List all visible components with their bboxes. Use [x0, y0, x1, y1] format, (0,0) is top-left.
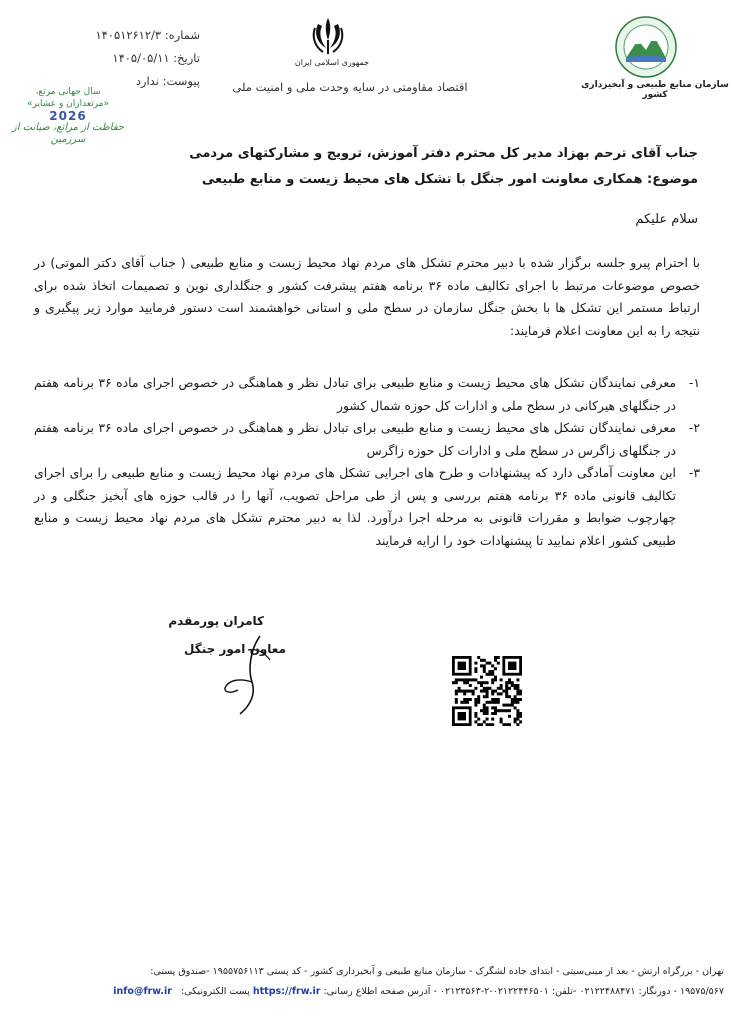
footer-email-label: پست الکترونیکی:: [181, 986, 250, 997]
letter-attachment-value: ندارد: [135, 74, 159, 88]
signer-name: کامران پورمقدم: [168, 614, 264, 628]
letter-number-value: ۱۴۰۵۱۲۶۱۲/۳: [95, 28, 162, 42]
header-slogan: اقتصاد مقاومتی در سایه وحدت ملی و امنیت ملی: [232, 80, 468, 94]
forest-organization-logo-icon: [600, 14, 692, 84]
footer-contact: [4, 986, 724, 997]
list-item-number: ۳-: [688, 465, 700, 480]
footer-address: تهران - بزرگراه ارتش - بعد از مینی‌سیتی - ابتدای جاده لشگرک - سازمان منابع طبیعی و آبخیزداری کشور - کد پستی ۱۹۵۵۷۵۶۱۱۳ -صندوق پستی:: [150, 966, 724, 977]
year-badge-number: 2026: [49, 109, 87, 123]
qr-code-icon: [452, 656, 522, 730]
international-year-badge: [8, 86, 128, 146]
list-item: [34, 462, 700, 552]
year-badge-script: حفاظت از مراتع، صیانت از سرزمین: [11, 122, 125, 145]
letter-number-row: [30, 24, 200, 47]
footer-contact-text: ۱۹۵۷۵/۵۶۷ - دورنگار: ۰۲۱۲۲۴۸۸۴۷۱ -تلفن: ۰۲۱۲۲۴۴۶۵۰۱-۲-۰۲۱۲۳۵۶۳ - آدرس صفحه اطلاع رسانی:: [323, 986, 724, 997]
letter-addressee: جناب آقای ترحم بهزاد مدیر کل محترم دفتر آموزش، ترویج و مشارکتهای مردمی: [189, 146, 698, 161]
letter-date-label: تاریخ:: [173, 51, 200, 65]
footer-website-link[interactable]: https://frw.ir: [252, 986, 321, 997]
list-item: [34, 372, 700, 417]
letter-date-value: ۱۴۰۵/۰۵/۱۱: [112, 51, 170, 65]
handwritten-signature-icon: [190, 630, 290, 724]
year-badge-line2: «مرتعداران و عشایر»: [26, 99, 109, 109]
list-item-number: ۲-: [688, 420, 700, 435]
letter-greeting: سلام علیکم: [635, 212, 698, 227]
list-item-text: معرفی نمایندگان تشکل های محیط زیست و منابع طبیعی برای تبادل نظر و هماهنگی در خصوص اجرای ماده ۳۶ برنامه هفتم در جنگلهای هیرکانی در سطح ملی و ادارات کل حوزه شمال کشور: [34, 375, 676, 413]
list-item: [34, 417, 700, 462]
letter-body-paragraph: با احترام پیرو جلسه برگزار شده با دبیر محترم تشکل های مردم نهاد محیط زیست و منابع طبیعی ( جناب آقای دکتر الموتی) در خصوص موضوعات مرتبط با اجرای تکالیف ماده ۳۶ برنامه هفتم پیشرفت کشور و جنگلداری نوین و تصمیمات اتخاذ شده برای ارتباط مستمر این تشکل ها با بخش جنگل سازمان در سطح ملی و استانی خواهشمند است دستور فرمایید موارد زیر پیگیری و نتیجه را به این معاونت اعلام فرمایند:: [34, 255, 700, 338]
letter-subject: موضوع: همکاری معاونت امور جنگل با تشکل های محیط زیست و منابع طبیعی: [201, 172, 698, 187]
letter-meta: [30, 24, 200, 93]
year-badge-line1: سال جهانی مرتع،: [35, 87, 101, 97]
letter-date-row: [30, 47, 200, 70]
list-item-text: معرفی نمایندگان تشکل های محیط زیست و منابع طبیعی برای تبادل نظر و هماهنگی در خصوص اجرای ماده ۳۶ برنامه هفتم در جنگلهای زاگرس در سطح ملی و ادارات کل حوزه زاگرس: [34, 420, 676, 458]
list-item-number: ۱-: [688, 375, 700, 390]
organization-caption: سازمان منابع طبیعی و آبخیزداری کشور: [581, 80, 729, 100]
list-item-text: این معاونت آمادگی دارد که پیشنهادات و طرح های اجرایی تشکل های مردم نهاد محیط زیست و منابع طبیعی را برای اجرای تکالیف قانونی ماده ۳۶ برنامه هفتم بررسی و پس از طی مراحل تصویب، آنها را در قالب حوزه های آبخیز جنگلی و در چهارچوب ضوابط و مقررات قانونی به مرحله اجرا درآورد. لذا به دبیر محترم تشکل های مردم نهاد محیط زیست و منابع طبیعی کشور اعلام نمایید تا پیشنهادات خود را ارایه فرمایند: [34, 465, 677, 548]
emblem-caption: جمهوری اسلامی ایران: [294, 58, 370, 67]
letter-items: [34, 372, 700, 552]
footer-email-link[interactable]: info@frw.ir: [113, 986, 172, 997]
signer-title: معاون امور جنگل: [184, 642, 286, 656]
iran-emblem-icon: [306, 14, 350, 62]
letter-number-label: شماره:: [164, 28, 200, 42]
letter-attachment-label: پیوست:: [162, 74, 200, 88]
